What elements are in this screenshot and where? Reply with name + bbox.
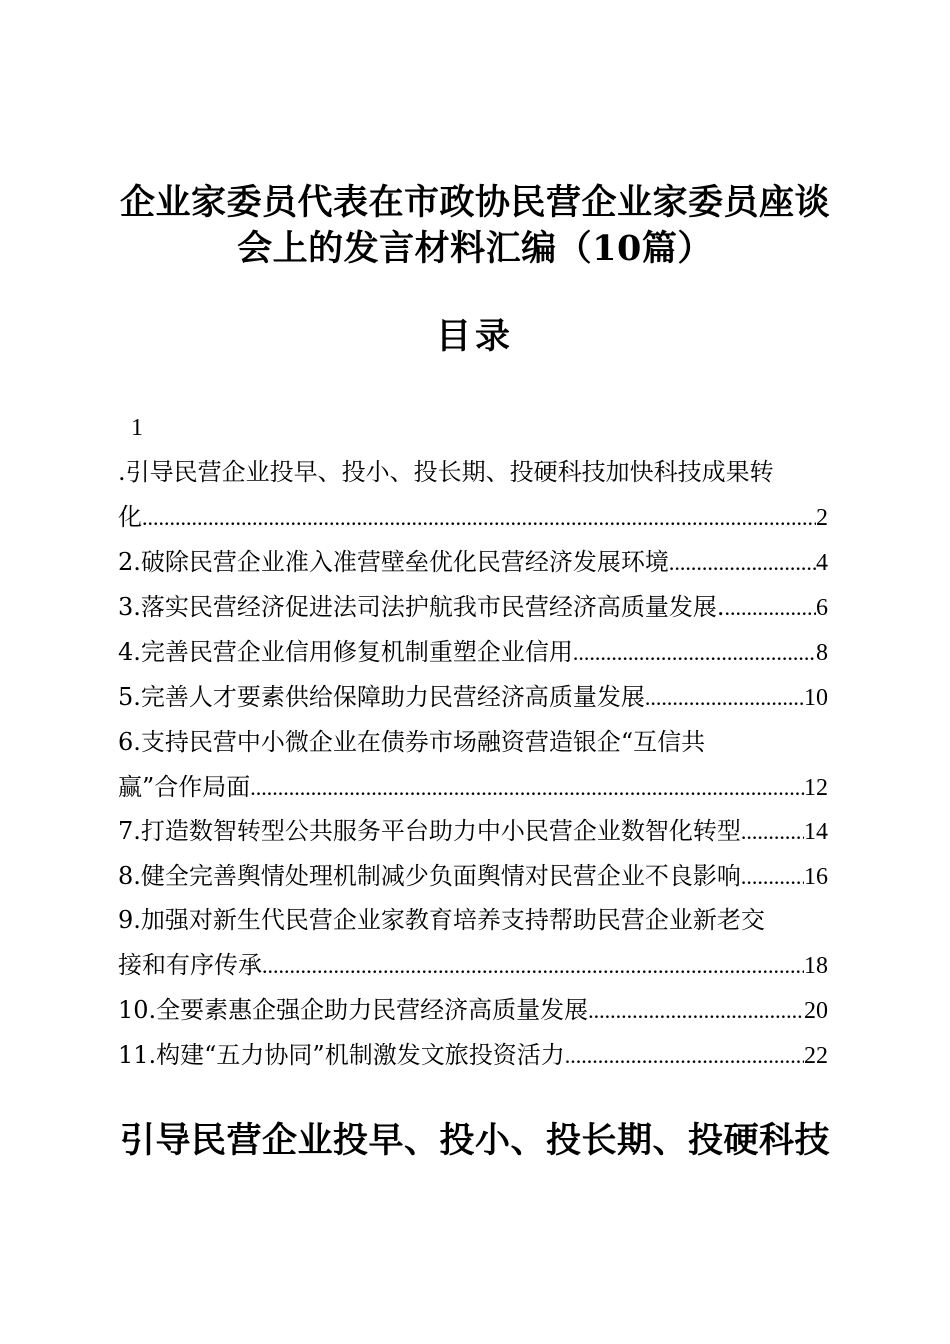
toc-page-number: 16 (804, 864, 828, 890)
toc-page-number: 12 (804, 775, 828, 801)
toc-dot-leader (565, 1040, 804, 1072)
toc-entry-text: 7.打造数智转型公共服务平台助力中小民营企业数智化转型 (118, 817, 741, 845)
toc-entry-11[interactable] (118, 1039, 828, 1072)
toc-entry-text: 8.健全完善舆情处理机制减少负面舆情对民营企业不良影响 (118, 862, 741, 890)
toc-entry-text: 3.落实民营经济促进法司法护航我市民营经济高质量发展. (118, 593, 725, 621)
toc-entry-text: 6.支持民营中小微企业在债券市场融资营造银企“互信共 (118, 728, 706, 756)
toc-heading: 目录 (435, 316, 514, 357)
toc-dot-leader (573, 637, 816, 669)
toc-page-number: 14 (804, 819, 828, 845)
toc-entry-text: 2.破除民营企业准入准营壁垒优化民营经济发展环境 (118, 548, 669, 576)
toc-entry-1-line-2[interactable] (118, 501, 828, 534)
toc-dot-leader (741, 816, 804, 848)
toc-page-number: 6 (816, 595, 828, 621)
toc-lead-number: 1 (131, 415, 143, 441)
toc-entry-6-line-1[interactable] (118, 726, 828, 758)
toc-entry-text: 9.加强对新生代民营企业家教育培养支持帮助民营企业新老交 (118, 906, 765, 934)
toc-entry-2[interactable] (118, 546, 828, 579)
toc-page-number: 20 (804, 998, 828, 1024)
toc-entry-7[interactable] (118, 815, 828, 848)
toc-dot-leader (669, 547, 816, 579)
toc-dot-leader (725, 592, 816, 624)
toc-entry-6-line-2[interactable] (118, 771, 828, 804)
toc-page-number: 10 (804, 685, 828, 711)
toc-entry-10[interactable] (118, 994, 828, 1027)
document-title-line-2: 会上的发言材料汇编（10篇） (237, 228, 713, 269)
toc-page-number: 8 (816, 640, 828, 666)
toc-dot-leader (588, 995, 804, 1027)
toc-entry-text: 5.完善人才要素供给保障助力民营经济高质量发展 (118, 683, 645, 711)
toc-dot-leader (645, 682, 804, 714)
toc-entry-text: 10.全要素惠企强企助力民营经济高质量发展 (118, 996, 589, 1024)
toc-entry-5[interactable] (118, 681, 828, 714)
toc-entry-text: 11.构建“五力协同”机制激发文旅投资活力 (118, 1041, 565, 1069)
toc-dot-leader (142, 502, 816, 534)
toc-page-number: 18 (804, 953, 828, 979)
toc-entry-9-line-1[interactable] (118, 904, 828, 936)
section-title: 引导民营企业投早、投小、投长期、投硬科技 (119, 1120, 830, 1161)
toc-page-number: 2 (816, 505, 828, 531)
toc-entry-text: 化 (118, 503, 142, 531)
toc-entry-1-line-1[interactable] (118, 456, 828, 488)
toc-entry-text: 4.完善民营企业信用修复机制重塑企业信用 (118, 638, 573, 666)
toc-entry-text: 赢”合作局面 (118, 773, 251, 801)
toc-page-number: 4 (816, 550, 828, 576)
toc-entry-3[interactable] (118, 591, 828, 624)
document-title-line-1: 企业家委员代表在市政协民营企业家委员座谈 (119, 182, 830, 223)
toc-dot-leader (262, 950, 804, 982)
toc-page-number: 22 (804, 1043, 828, 1069)
toc-entry-text: 接和有序传承 (118, 951, 262, 979)
toc-dot-leader (741, 861, 804, 893)
toc-entry-9-line-2[interactable] (118, 949, 828, 982)
toc-dot-leader (250, 772, 804, 804)
toc-entry-4[interactable] (118, 636, 828, 669)
toc-entry-text: .引导民营企业投早、投小、投长期、投硬科技加快科技成果转 (118, 458, 774, 486)
toc-entry-8[interactable] (118, 860, 828, 893)
